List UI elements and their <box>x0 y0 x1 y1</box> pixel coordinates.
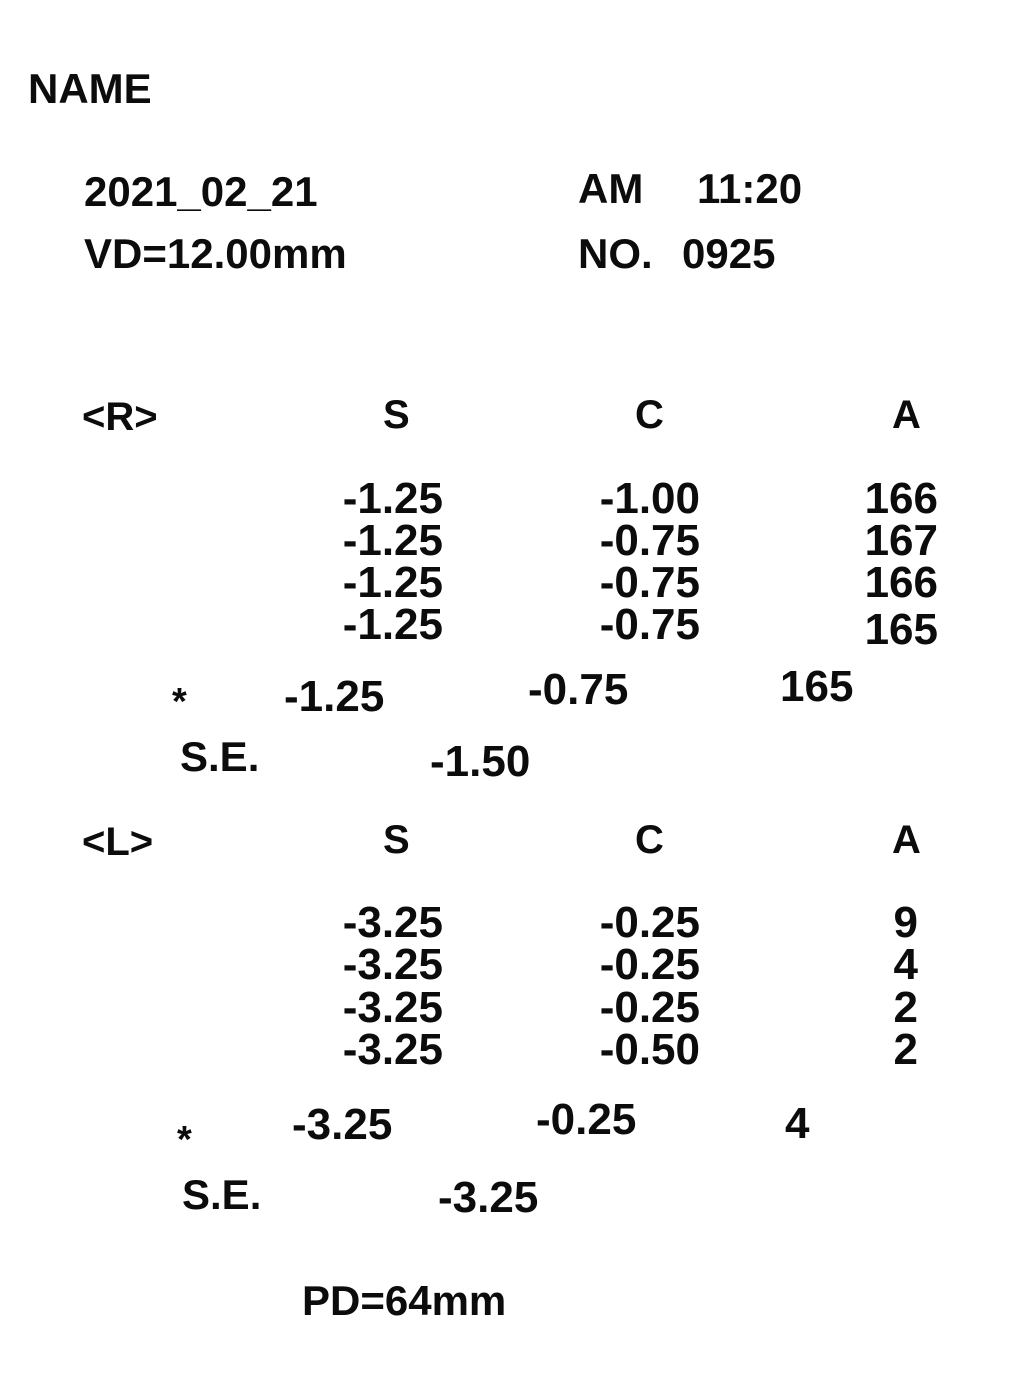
right-representative-c: -0.75 <box>528 665 629 714</box>
left-s-0: -3.25 <box>342 898 443 947</box>
right-c-3: -0.75 <box>599 600 700 649</box>
right-representative-marker: * <box>172 681 187 723</box>
vertex-distance: VD=12.00mm <box>84 230 347 277</box>
left-col-a: A <box>892 818 921 862</box>
patient-name-label: NAME <box>28 65 152 112</box>
pd-value: PD=64mm <box>302 1277 507 1324</box>
left-col-c: C <box>635 818 664 862</box>
left-s-2: -3.25 <box>342 983 443 1032</box>
right-col-s: S <box>383 393 410 437</box>
right-a-2: 166 <box>864 558 938 607</box>
left-s-1: -3.25 <box>342 940 443 989</box>
left-c-3: -0.50 <box>599 1025 700 1074</box>
right-col-c: C <box>635 393 664 437</box>
right-s-0: -1.25 <box>342 474 443 523</box>
left-a-1: 4 <box>893 940 918 989</box>
right-representative-s: -1.25 <box>284 672 385 721</box>
time-meridiem: AM <box>578 165 644 212</box>
record-no-label: NO. <box>578 230 653 277</box>
left-a-2: 2 <box>893 983 918 1032</box>
left-c-0: -0.25 <box>599 898 700 947</box>
right-se-value: -1.50 <box>430 737 531 786</box>
right-a-1: 167 <box>864 516 938 565</box>
right-se-label: S.E. <box>180 733 260 780</box>
record-no-value: 0925 <box>682 230 776 277</box>
left-a-3: 2 <box>893 1025 918 1074</box>
exam-date: 2021_02_21 <box>84 168 318 215</box>
right-s-3: -1.25 <box>342 600 443 649</box>
left-col-s: S <box>383 818 410 862</box>
time-value: 11:20 <box>697 165 803 212</box>
right-c-0: -1.00 <box>599 474 700 523</box>
left-representative-marker: * <box>177 1119 192 1161</box>
right-col-a: A <box>892 393 921 437</box>
left-se-value: -3.25 <box>438 1173 539 1222</box>
right-s-1: -1.25 <box>342 516 443 565</box>
right-s-2: -1.25 <box>342 558 443 607</box>
left-eye-label: <L> <box>82 820 154 864</box>
right-eye-label: <R> <box>82 395 158 439</box>
right-c-1: -0.75 <box>599 516 700 565</box>
left-representative-a: 4 <box>785 1099 810 1148</box>
right-a-0: 166 <box>864 474 938 523</box>
left-s-3: -3.25 <box>342 1025 443 1074</box>
left-c-2: -0.25 <box>599 983 700 1032</box>
right-a-3: 165 <box>864 605 938 654</box>
left-representative-s: -3.25 <box>292 1100 393 1149</box>
right-c-2: -0.75 <box>599 558 700 607</box>
left-se-label: S.E. <box>182 1171 262 1218</box>
left-c-1: -0.25 <box>599 940 700 989</box>
left-representative-c: -0.25 <box>536 1095 637 1144</box>
left-a-0: 9 <box>893 898 918 947</box>
right-representative-a: 165 <box>780 662 854 711</box>
